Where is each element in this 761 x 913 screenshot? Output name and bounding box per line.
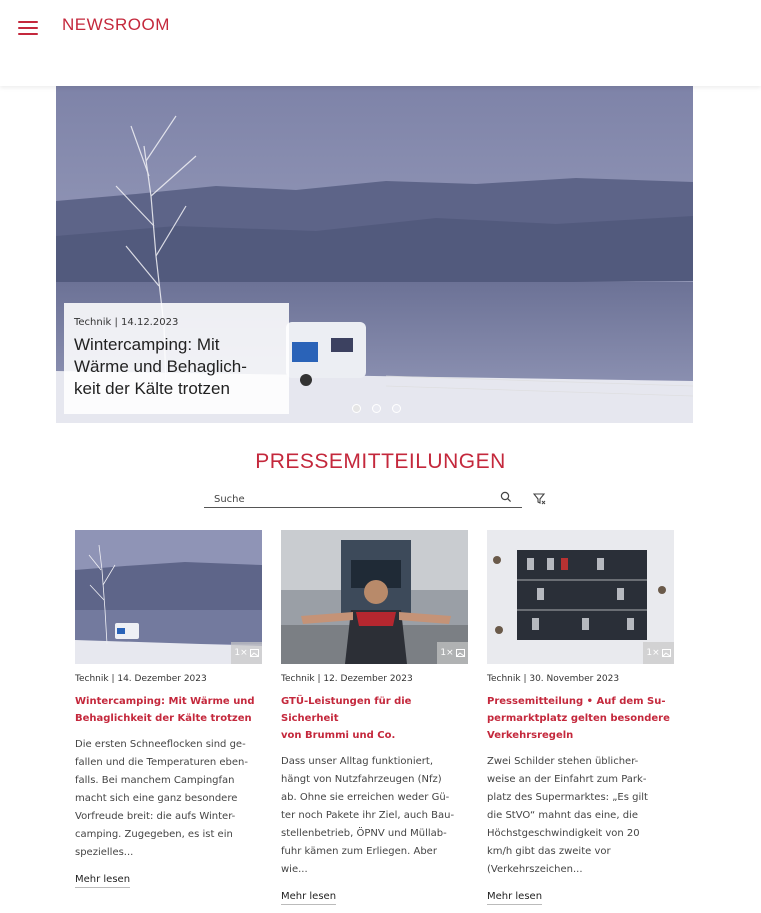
excerpt-line: platz des Supermarktes: „Es gilt bbox=[487, 792, 648, 803]
card-title[interactable] bbox=[75, 693, 262, 727]
card-excerpt bbox=[487, 753, 674, 879]
card-category: Technik bbox=[75, 674, 109, 684]
card-meta: Technik | 14. Dezember 2023 bbox=[75, 674, 207, 684]
brand-newsroom-link[interactable]: NEWSROOM bbox=[62, 15, 170, 34]
excerpt-line: Die ersten Schneeflocken sind ge- bbox=[75, 739, 246, 750]
top-bar bbox=[0, 0, 761, 86]
excerpt-line: falls. Bei manchem Campingfan bbox=[75, 775, 235, 786]
excerpt-line: ab. Ohne sie erreichen weder Gü- bbox=[281, 792, 450, 803]
hero-slider[interactable] bbox=[56, 86, 693, 423]
card-category: Technik bbox=[487, 674, 521, 684]
card-title-line: von Brummi und Co. bbox=[281, 730, 396, 741]
card-title-line: Pressemitteilung • Auf dem Su- bbox=[487, 696, 666, 707]
card-title-line: Behaglichkeit der Kälte trotzen bbox=[75, 713, 252, 724]
card-category: Technik bbox=[281, 674, 315, 684]
card-thumbnail[interactable] bbox=[75, 530, 262, 664]
excerpt-line: fallen und die Temperaturen eben- bbox=[75, 757, 248, 768]
card-excerpt bbox=[281, 753, 468, 879]
card-title-line: permarktplatz gelten besondere bbox=[487, 713, 670, 724]
excerpt-line: spezielles... bbox=[75, 847, 134, 858]
card-date: 30. November 2023 bbox=[529, 674, 620, 684]
search-input[interactable] bbox=[214, 491, 494, 507]
hero-title-line: keit der Kälte trotzen bbox=[74, 379, 230, 398]
read-more-link[interactable]: Mehr lesen bbox=[487, 891, 542, 905]
excerpt-line: wie... bbox=[281, 864, 308, 875]
hero-teaser-card[interactable] bbox=[64, 303, 289, 414]
image-icon bbox=[250, 649, 259, 657]
card-date: 12. Dezember 2023 bbox=[323, 674, 413, 684]
hero-title-line: Wintercamping: Mit bbox=[74, 335, 220, 354]
slider-dot-1[interactable] bbox=[352, 404, 361, 413]
excerpt-line: fuhr kämen zum Erliegen. Aber bbox=[281, 846, 437, 857]
read-more-link[interactable]: Mehr lesen bbox=[75, 874, 130, 888]
card-title-line: Verkehrsregeln bbox=[487, 730, 574, 741]
excerpt-line: Zwei Schilder stehen üblicher- bbox=[487, 756, 639, 767]
press-card bbox=[281, 530, 468, 905]
card-title-line: Wintercamping: Mit Wärme und bbox=[75, 696, 255, 707]
image-icon bbox=[662, 649, 671, 657]
read-more-link[interactable]: Mehr lesen bbox=[281, 891, 336, 905]
hero-date: 14.12.2023 bbox=[121, 317, 179, 328]
hero-title[interactable] bbox=[74, 334, 279, 400]
slider-dots bbox=[352, 404, 401, 414]
image-count-badge bbox=[231, 642, 262, 664]
search-bar bbox=[204, 489, 522, 508]
card-title[interactable] bbox=[281, 693, 468, 744]
card-thumbnail[interactable] bbox=[281, 530, 468, 664]
excerpt-line: Vorfreude breit: die aufs Winter- bbox=[75, 811, 236, 822]
press-card bbox=[75, 530, 262, 888]
press-card bbox=[487, 530, 674, 905]
image-count-badge bbox=[437, 642, 468, 664]
hero-title-line: Wärme und Behaglich- bbox=[74, 357, 247, 376]
excerpt-line: hängt von Nutzfahrzeugen (Nfz) bbox=[281, 774, 442, 785]
excerpt-line: macht sich eine ganz besondere bbox=[75, 793, 238, 804]
search-icon[interactable] bbox=[500, 491, 512, 503]
excerpt-line: Dass unser Alltag funktioniert, bbox=[281, 756, 434, 767]
slider-dot-2[interactable] bbox=[372, 404, 381, 413]
image-count: 1× bbox=[646, 648, 660, 658]
excerpt-line: stellenbetrieb, ÖPNV und Müllab- bbox=[281, 828, 447, 839]
image-count-badge bbox=[643, 642, 674, 664]
section-title: PRESSEMITTEILUNGEN bbox=[255, 450, 506, 473]
excerpt-line: die StVO“ mahnt das eine, die bbox=[487, 810, 638, 821]
card-title-line: GTÜ-Leistungen für die Sicherheit bbox=[281, 696, 412, 724]
excerpt-line: Höchstgeschwindigkeit von 20 bbox=[487, 828, 640, 839]
card-excerpt bbox=[75, 736, 262, 862]
hero-category: Technik bbox=[74, 317, 112, 328]
excerpt-line: camping. Zugegeben, es ist ein bbox=[75, 829, 233, 840]
card-meta: Technik | 12. Dezember 2023 bbox=[281, 674, 413, 684]
card-thumbnail[interactable] bbox=[487, 530, 674, 664]
hero-meta: Technik | 14.12.2023 bbox=[74, 317, 179, 328]
hamburger-menu-icon[interactable] bbox=[18, 19, 38, 35]
image-count: 1× bbox=[440, 648, 454, 658]
card-meta: Technik | 30. November 2023 bbox=[487, 674, 620, 684]
card-date: 14. Dezember 2023 bbox=[117, 674, 207, 684]
image-icon bbox=[456, 649, 465, 657]
excerpt-line: km/h gibt das zweite vor bbox=[487, 846, 611, 857]
image-count: 1× bbox=[234, 648, 248, 658]
excerpt-line: ter noch Pakete ihr Ziel, auch Bau- bbox=[281, 810, 455, 821]
slider-dot-3[interactable] bbox=[392, 404, 401, 413]
filter-icon[interactable] bbox=[533, 492, 546, 505]
excerpt-line: weise an der Einfahrt zum Park- bbox=[487, 774, 647, 785]
excerpt-line: (Verkehrszeichen... bbox=[487, 864, 583, 875]
card-title[interactable] bbox=[487, 693, 674, 744]
